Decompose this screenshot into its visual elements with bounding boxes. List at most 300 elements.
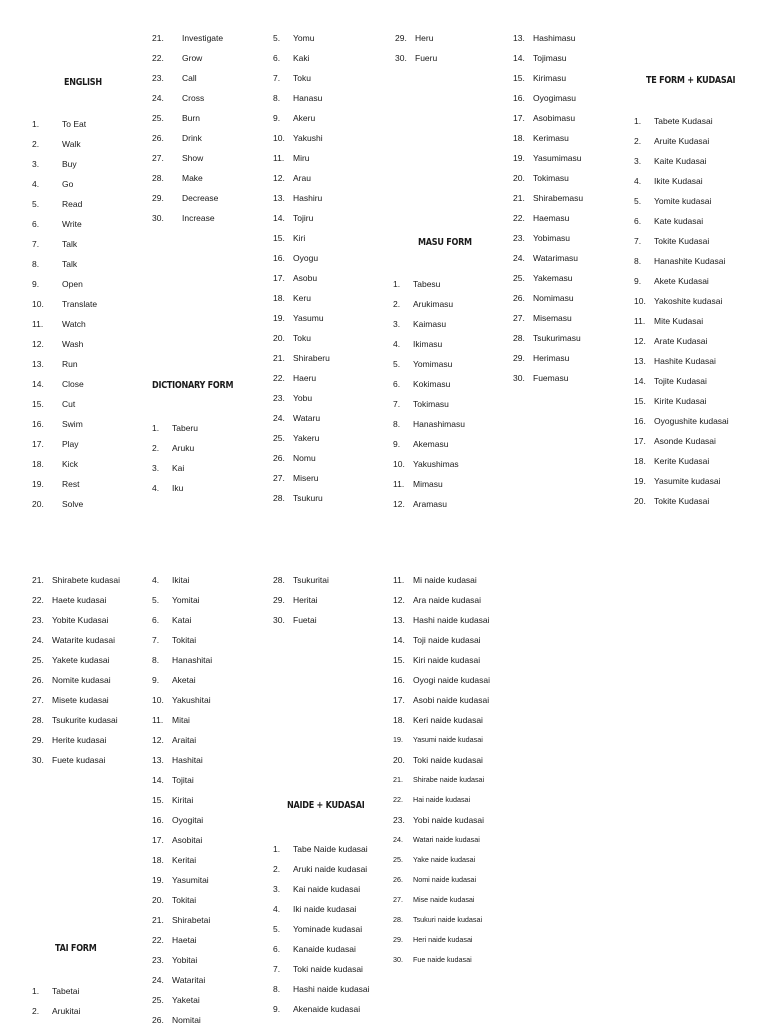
item-text: Decrease [182,193,219,203]
list-item [634,331,764,351]
item-text: Yomu [293,33,315,43]
item-text: Miseru [293,473,319,483]
item-number: 25. [393,855,403,864]
list-item [634,131,764,151]
list-item [152,970,262,990]
item-number: 23. [393,815,405,825]
item-number: 2. [152,443,160,453]
item-text: Close [62,379,84,389]
item-text: To Eat [62,119,87,129]
item-number: 11. [273,153,285,163]
item-number: 9. [273,1004,281,1014]
item-text: Tojimasu [533,53,567,63]
item-text: Yominade kudasai [293,924,363,934]
list-item [273,148,383,168]
item-text: Heritai [293,595,318,605]
list-item [393,394,508,414]
item-text: Akete Kudasai [654,276,709,286]
item-text: Open [62,279,83,289]
list-item [152,990,262,1010]
item-text: Kick [62,459,79,469]
list-item [32,114,142,134]
list-item [395,28,505,48]
item-text: Kiri naide kudasai [413,655,481,665]
list-item [32,434,142,454]
item-number: 19. [513,153,525,163]
list-masu-1-12 [393,274,508,514]
list-item [32,590,147,610]
item-text: Haetai [172,935,197,945]
item-number: 5. [273,924,281,934]
item-number: 9. [393,439,401,449]
list-item [513,308,628,328]
item-text: Asobi naide kudasai [413,695,490,705]
item-text: Yasumite kudasai [654,476,721,486]
item-text: Wataru [293,413,321,423]
item-number: 12. [32,339,44,349]
item-number: 30. [152,213,164,223]
list-item [32,630,147,650]
list-item [273,308,383,328]
item-text: Arate Kudasai [654,336,708,346]
item-number: 24. [273,413,285,423]
list-item [273,570,383,590]
item-number: 22. [32,595,44,605]
item-number: 30. [395,53,407,63]
item-number: 13. [152,755,164,765]
list-item [273,879,388,899]
item-text: Tokite Kudasai [654,236,710,246]
heading-naide-kudasai: NAIDE + KUDASAI [287,800,365,811]
list-item [634,191,764,211]
item-number: 14. [152,775,164,785]
item-number: 7. [393,399,401,409]
item-number: 12. [273,173,285,183]
item-text: Hashite Kudasai [654,356,716,366]
list-item [32,254,142,274]
list-english-21-30 [152,28,262,228]
list-item [395,48,505,68]
list-item [32,394,142,414]
item-text: Yomitai [172,595,200,605]
list-item [152,438,262,458]
item-number: 6. [273,944,281,954]
item-number: 13. [634,356,646,366]
item-number: 7. [634,236,642,246]
list-item [634,391,764,411]
item-number: 6. [634,216,642,226]
item-text: Asonde Kudasai [654,436,716,446]
item-text: Asobimasu [533,113,576,123]
item-number: 11. [634,316,646,326]
item-text: Aketai [172,675,196,685]
list-item [634,251,764,271]
list-dictionary-1-4 [152,418,262,498]
item-text: Ikite Kudasai [654,176,703,186]
item-text: Nomite kudasai [52,675,111,685]
item-text: Haete kudasai [52,595,107,605]
item-text: Tojitai [172,775,194,785]
list-item [393,454,508,474]
item-number: 13. [32,359,44,369]
list-item [152,168,262,188]
item-text: Grow [182,53,203,63]
list-item [32,494,142,514]
list-tai-4-26 [152,570,262,1030]
item-number: 29. [152,193,164,203]
item-number: 1. [32,986,40,996]
item-number: 14. [273,213,285,223]
item-number: 30. [273,615,285,625]
item-number: 6. [273,53,281,63]
list-item [32,730,147,750]
list-item [273,48,383,68]
list-item [393,770,513,790]
item-number: 28. [273,493,285,503]
item-text: Aruite Kudasai [654,136,710,146]
item-number: 2. [273,864,281,874]
item-number: 3. [152,463,160,473]
item-text: Yakeru [293,433,320,443]
item-number: 25. [273,433,285,443]
item-number: 17. [393,695,405,705]
item-text: Tabetai [52,986,80,996]
list-item [32,670,147,690]
item-number: 19. [32,479,44,489]
item-text: Misete kudasai [52,695,109,705]
item-number: 16. [32,419,44,429]
list-item [273,899,388,919]
item-text: Asobitai [172,835,203,845]
item-number: 26. [393,875,403,884]
item-text: Oyogushite kudasai [654,416,729,426]
item-text: Shirabemasu [533,193,584,203]
item-text: Heru [415,33,434,43]
item-number: 4. [393,339,401,349]
list-tai-28-30 [273,570,383,630]
item-number: 10. [152,695,164,705]
item-number: 7. [152,635,160,645]
item-number: 2. [393,299,401,309]
item-number: 16. [393,675,405,685]
heading-te-form-kudasai: TE FORM + KUDASAI [646,75,736,86]
list-item [32,134,142,154]
item-number: 20. [393,755,405,765]
item-text: Akemasu [413,439,449,449]
list-item [634,171,764,191]
list-item [393,650,513,670]
list-item [32,570,147,590]
list-item [513,248,628,268]
list-item [634,431,764,451]
item-number: 8. [634,256,642,266]
item-number: 26. [152,1015,164,1025]
item-number: 26. [513,293,525,303]
item-text: Mi naide kudasai [413,575,477,585]
list-item [152,128,262,148]
list-item [152,68,262,88]
list-item [513,328,628,348]
list-item [273,590,383,610]
list-item [152,650,262,670]
list-item [513,48,628,68]
list-item [32,154,142,174]
list-item [513,268,628,288]
item-number: 26. [152,133,164,143]
item-text: Kaite Kudasai [654,156,707,166]
item-number: 12. [393,499,405,509]
heading-masu-form: MASU FORM [418,237,472,248]
heading-english: ENGLISH [64,77,102,88]
item-number: 15. [513,73,525,83]
item-text: Kanaide kudasai [293,944,356,954]
item-text: Katai [172,615,192,625]
item-text: Yobu [293,393,313,403]
item-text: Kerimasu [533,133,569,143]
item-text: Hanashitai [172,655,213,665]
item-text: Nomi naide kudasai [413,875,477,884]
list-item [393,930,513,950]
item-number: 20. [513,173,525,183]
item-number: 18. [273,293,285,303]
item-text: Read [62,199,83,209]
list-item [513,368,628,388]
item-number: 24. [152,975,164,985]
item-number: 1. [32,119,40,129]
item-text: Tsukuritai [293,575,329,585]
item-number: 16. [513,93,525,103]
item-text: Ara naide kudasai [413,595,482,605]
item-number: 18. [152,855,164,865]
item-text: Write [62,219,82,229]
item-text: Yakemasu [533,273,573,283]
list-item [273,959,388,979]
item-number: 21. [152,33,164,43]
item-number: 5. [634,196,642,206]
item-number: 1. [273,844,281,854]
list-item [273,168,383,188]
item-number: 30. [513,373,525,383]
item-number: 5. [393,359,401,369]
item-number: 17. [513,113,525,123]
item-text: Talk [62,259,78,269]
item-text: Watarimasu [533,253,579,263]
item-number: 20. [32,499,44,509]
list-item [393,590,513,610]
item-text: Yasumitai [172,875,209,885]
item-text: Yasumi naide kudasai [413,735,483,744]
item-text: Ikitai [172,575,190,585]
item-text: Nomitai [172,1015,201,1025]
list-item [634,271,764,291]
item-text: Yobimasu [533,233,571,243]
list-item [393,334,508,354]
list-item [634,471,764,491]
item-text: Akenaide kudasai [293,1004,361,1014]
item-number: 16. [273,253,285,263]
item-text: Arau [293,173,311,183]
item-text: Tojiru [293,213,314,223]
list-item [32,214,142,234]
list-item [513,188,628,208]
item-number: 19. [634,476,646,486]
item-number: 8. [393,419,401,429]
item-number: 30. [393,955,403,964]
item-number: 2. [32,139,40,149]
item-text: Tokitai [172,635,197,645]
list-item [393,414,508,434]
item-number: 15. [634,396,646,406]
item-number: 4. [273,904,281,914]
item-text: Kaimasu [413,319,447,329]
list-item [273,388,383,408]
item-number: 20. [634,496,646,506]
item-text: Walk [62,139,81,149]
item-number: 17. [634,436,646,446]
list-item [152,208,262,228]
list-item [152,930,262,950]
item-number: 29. [395,33,407,43]
item-text: Toku [293,333,311,343]
list-item [32,1001,142,1021]
list-item [273,610,383,630]
item-text: Toku [293,73,311,83]
item-text: Kiritai [172,795,194,805]
list-item [393,474,508,494]
list-item [273,348,383,368]
item-text: Hashiru [293,193,323,203]
item-number: 10. [273,133,285,143]
item-text: Tabesu [413,279,441,289]
item-text: Yaketai [172,995,200,1005]
item-number: 5. [32,199,40,209]
list-item [513,68,628,88]
list-item [634,111,764,131]
item-text: Taberu [172,423,198,433]
item-text: Yobitai [172,955,198,965]
item-text: Tokimasu [413,399,449,409]
item-number: 17. [273,273,285,283]
list-tai-1-2 [32,981,142,1021]
item-number: 27. [393,895,403,904]
item-text: Increase [182,213,215,223]
list-item [32,374,142,394]
item-text: Mise naide kudasai [413,895,475,904]
list-item [152,88,262,108]
list-item [152,730,262,750]
item-text: Solve [62,499,84,509]
item-text: Show [182,153,204,163]
item-text: Fuetai [293,615,317,625]
item-text: Yomite kudasai [654,196,712,206]
item-number: 25. [513,273,525,283]
item-number: 15. [32,399,44,409]
item-text: Araitai [172,735,197,745]
item-number: 25. [32,655,44,665]
item-text: Make [182,173,203,183]
item-text: Yakoshite kudasai [654,296,723,306]
list-item [32,650,147,670]
item-text: Aruku [172,443,195,453]
item-number: 14. [634,376,646,386]
item-text: Oyogi naide kudasai [413,675,491,685]
list-item [32,234,142,254]
list-item [273,288,383,308]
list-item [273,28,383,48]
list-item [32,194,142,214]
item-number: 3. [32,159,40,169]
item-text: Watch [62,319,86,329]
item-text: Mimasu [413,479,443,489]
item-number: 22. [273,373,285,383]
item-text: Hashimasu [533,33,576,43]
item-number: 3. [634,156,642,166]
list-item [634,491,764,511]
item-number: 15. [393,655,405,665]
list-item [152,830,262,850]
item-number: 6. [32,219,40,229]
item-text: Yake naide kudasai [413,855,476,864]
item-text: Burn [182,113,200,123]
list-english-1-20 [32,114,142,514]
list-item [32,334,142,354]
item-number: 21. [273,353,285,363]
list-item [273,108,383,128]
item-text: Kate kudasai [654,216,704,226]
item-text: Yobi naide kudasai [413,815,485,825]
item-text: Yomimasu [413,359,453,369]
item-text: Fuete kudasai [52,755,106,765]
list-item [273,428,383,448]
item-text: Arukitai [52,1006,81,1016]
item-number: 7. [273,73,281,83]
list-item [393,274,508,294]
list-item [273,999,388,1019]
item-number: 12. [152,735,164,745]
item-text: Miru [293,153,310,163]
list-item [273,939,388,959]
item-number: 29. [32,735,44,745]
list-item [32,981,142,1001]
list-item [152,850,262,870]
item-number: 17. [152,835,164,845]
list-item [152,770,262,790]
item-text: Yakushi [293,133,323,143]
item-number: 21. [152,915,164,925]
item-number: 12. [634,336,646,346]
list-item [32,750,147,770]
item-text: Tokimasu [533,173,569,183]
list-item [513,228,628,248]
item-number: 12. [393,595,405,605]
item-text: Kai naide kudasai [293,884,361,894]
list-item [152,910,262,930]
item-number: 28. [393,915,403,924]
list-item [152,108,262,128]
item-text: Herimasu [533,353,570,363]
item-text: Kiri [293,233,306,243]
item-number: 18. [634,456,646,466]
item-number: 28. [32,715,44,725]
list-item [273,408,383,428]
item-text: Yasumimasu [533,153,582,163]
item-number: 14. [393,635,405,645]
list-item [273,859,388,879]
item-number: 9. [273,113,281,123]
item-number: 9. [152,675,160,685]
heading-tai-form: TAI FORM [55,943,97,954]
list-item [273,248,383,268]
